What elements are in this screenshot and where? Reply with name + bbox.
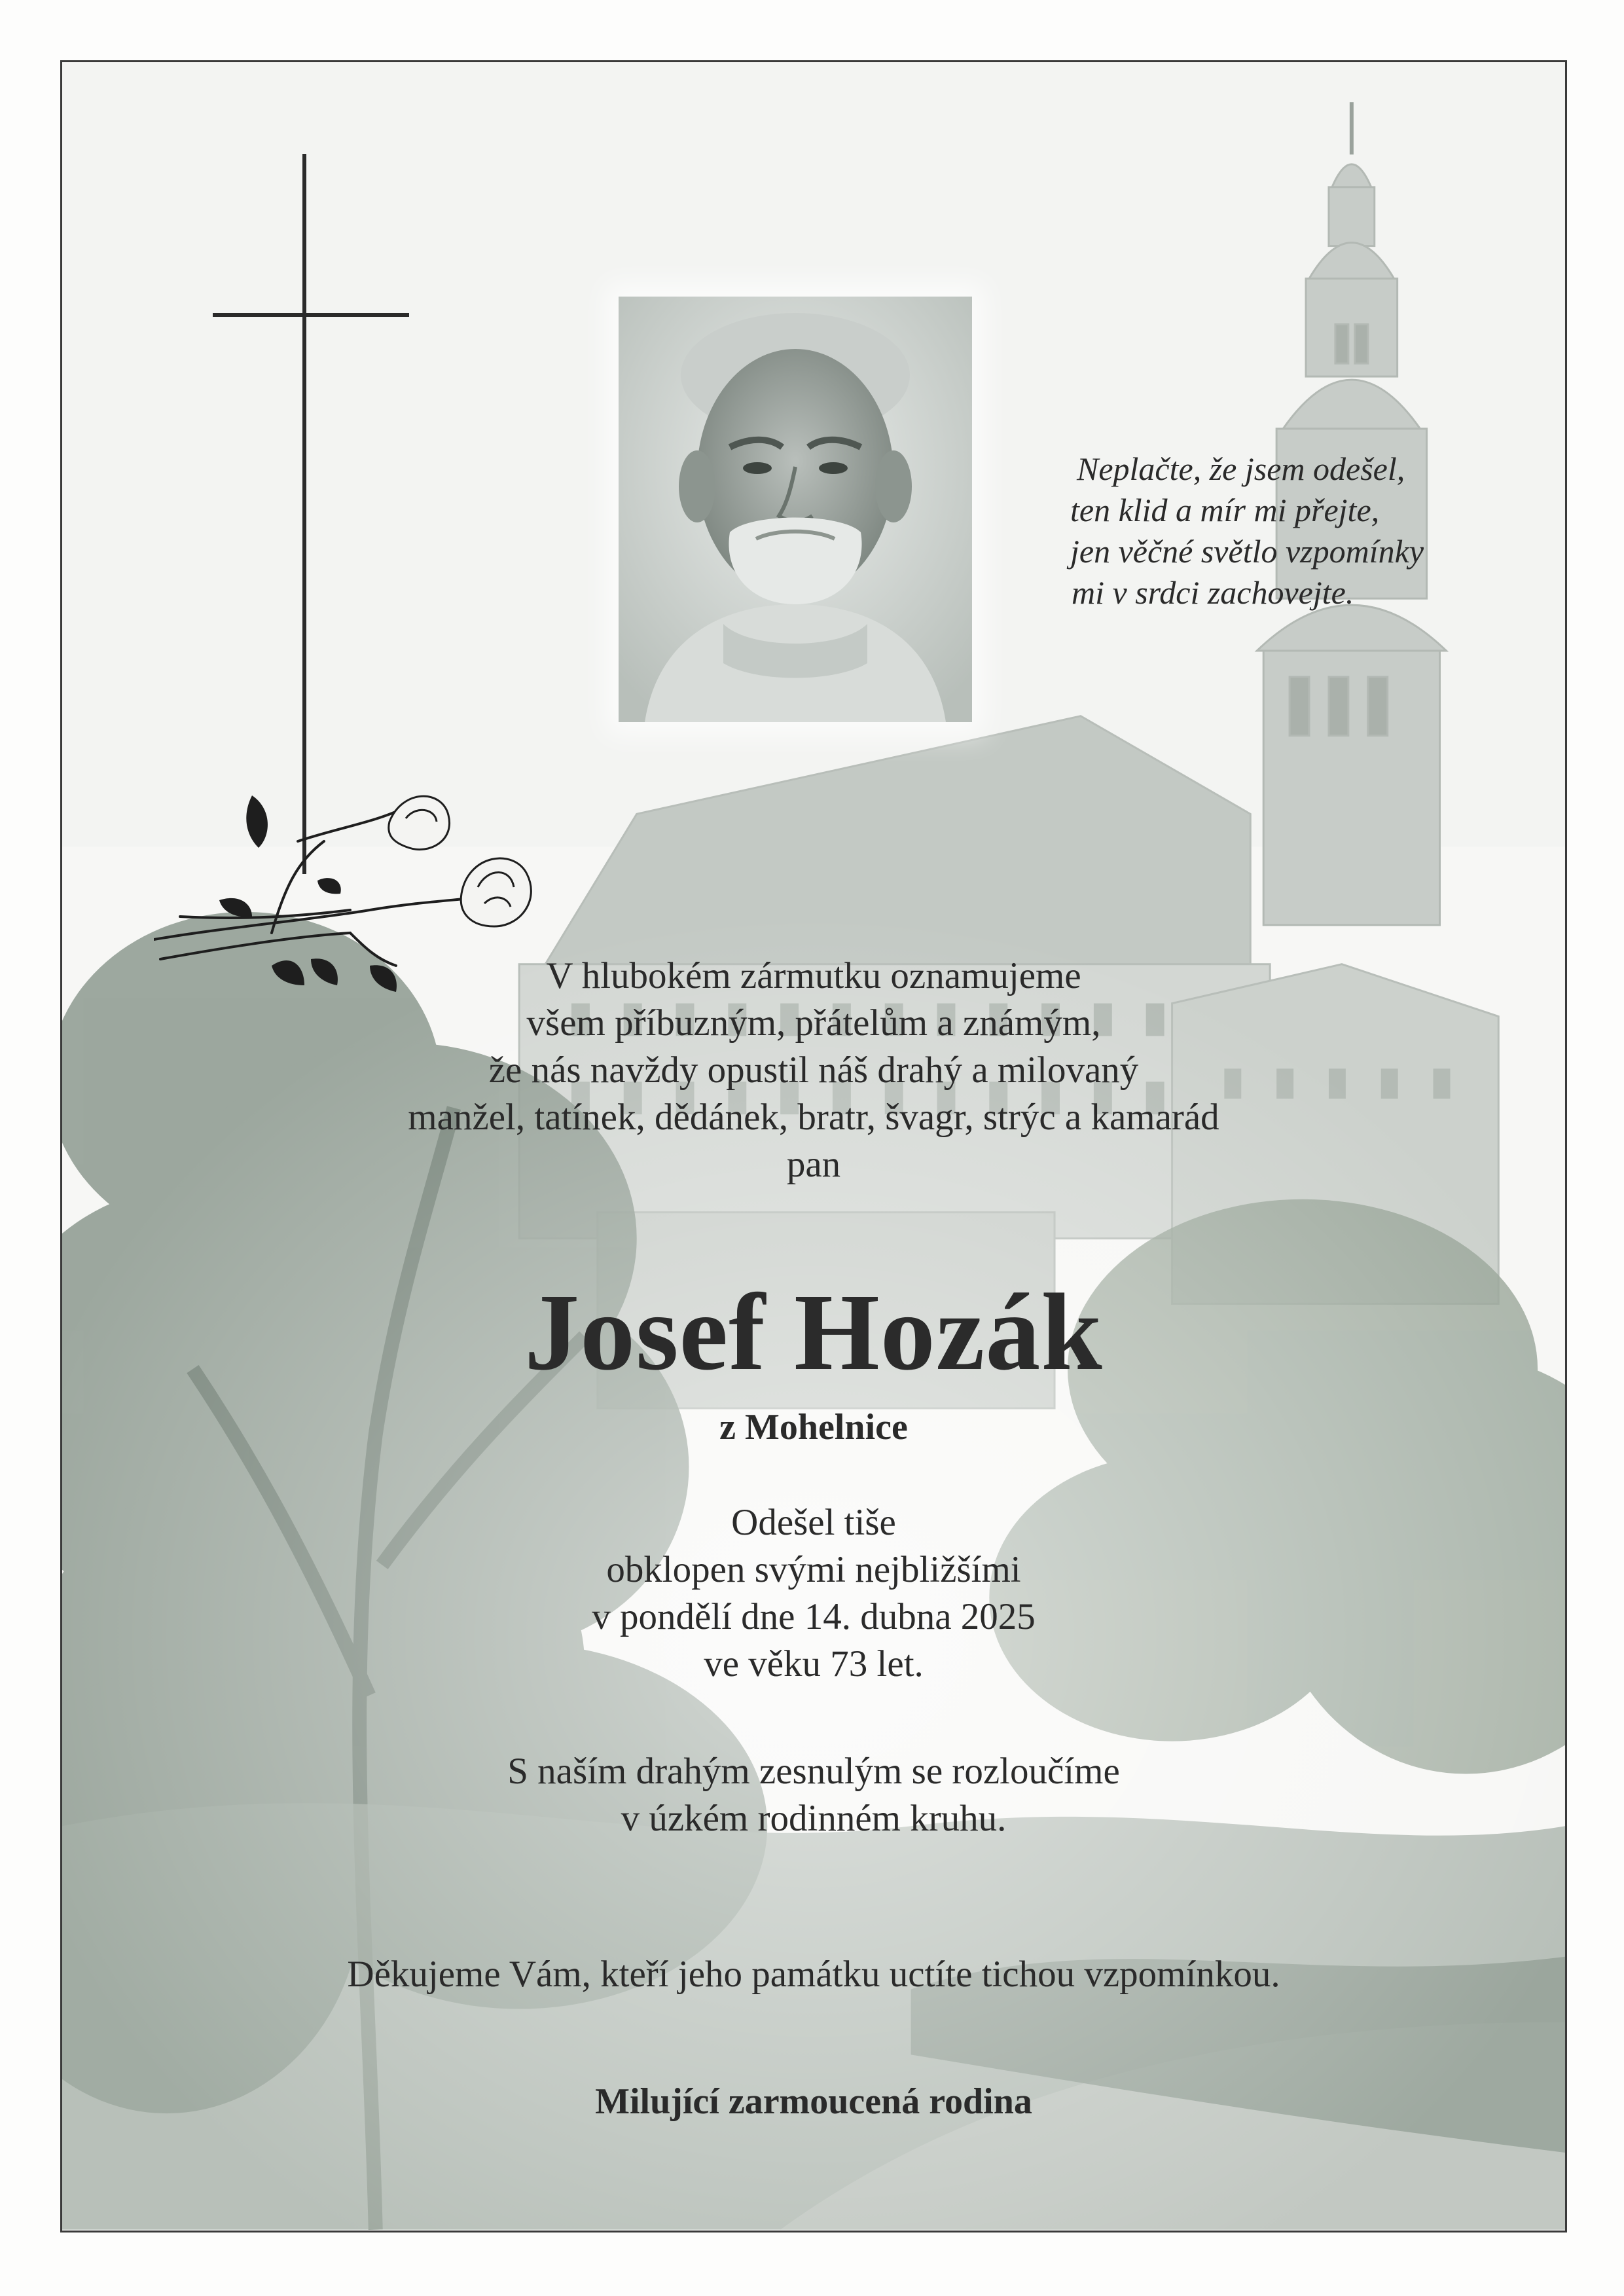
announcement-intro — [62, 953, 1565, 1188]
deceased-origin — [62, 1404, 1565, 1450]
signature-text: Milující zarmoucená rodina — [595, 2081, 1032, 2122]
intro-line: všem příbuzným, přátelům a známým, — [526, 1002, 1101, 1044]
memorial-poem — [1070, 448, 1528, 613]
intro-line: pan — [786, 1144, 841, 1185]
passing-line: Odešel tiše — [731, 1502, 896, 1543]
thanks-text: Děkujeme Vám, kteří jeho památku uctíte tichou vzpomínkou. — [347, 1954, 1280, 1995]
cross-icon — [213, 154, 409, 874]
intro-line: manžel, tatínek, dědánek, bratr, švagr, strýc a kamarád — [408, 1097, 1219, 1138]
passing-details — [62, 1499, 1565, 1688]
page-frame — [60, 60, 1567, 2232]
passing-line: obklopen svými nejbližšími — [606, 1549, 1021, 1590]
passing-line: v pondělí dne 14. dubna 2025 — [592, 1596, 1036, 1637]
poem-line: mi v srdci zachovejte. — [1072, 574, 1354, 611]
farewell-line: S naším drahým zesnulým se rozloučíme — [507, 1751, 1120, 1792]
passing-line: ve věku 73 let. — [704, 1643, 924, 1685]
family-signature — [62, 2079, 1565, 2124]
poem-line: ten klid a mír mi přejte, — [1070, 492, 1380, 528]
poem-line: Neplačte, že jsem odešel, — [1077, 450, 1405, 487]
intro-line: že nás navždy opustil náš drahý a milovaný — [488, 1049, 1139, 1091]
intro-line: V hlubokém zármutku oznamujeme — [546, 955, 1081, 996]
portrait-photo — [619, 297, 972, 722]
farewell-notice — [62, 1748, 1565, 1842]
deceased-name — [62, 1270, 1565, 1394]
deceased-name-text: Josef Hozák — [524, 1271, 1103, 1393]
poem-line: jen věčné světlo vzpomínky — [1070, 533, 1424, 570]
deceased-origin-text: z Mohelnice — [719, 1407, 908, 1448]
thanks-note — [62, 1951, 1565, 1998]
farewell-line: v úzkém rodinném kruhu. — [621, 1798, 1007, 1839]
